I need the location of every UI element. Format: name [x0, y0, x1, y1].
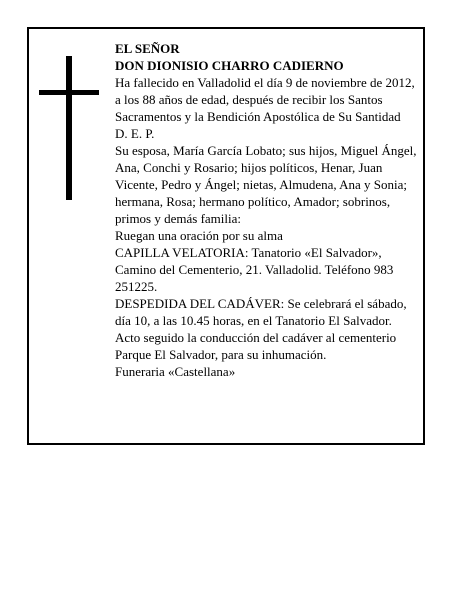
cross-horizontal-bar — [39, 90, 99, 95]
chapel-info: CAPILLA VELATORIA: Tanatorio «El Salvador», Camino del Cementerio, 21. Valladolid. Teléfono 983 251225. — [115, 245, 394, 294]
family-list: Su esposa, María García Lobato; sus hijos, Miguel Ángel, Ana, Conchi y Rosario; hijos políticos, Henar, Juan Vicente, Pedro y Ángel; nietas, Almudena, Ana y Sonia; hermana, Rosa; hermano político, Amador; sobrinos, primos y demás familia: — [115, 143, 417, 226]
farewell-info — [115, 295, 417, 363]
farewell-label: DESPEDIDA DEL CADÁVER: — [115, 296, 285, 311]
notice-body — [115, 40, 417, 380]
cross-vertical-bar — [66, 56, 72, 200]
notice-heading: EL SEÑOR — [115, 41, 180, 56]
death-statement: Ha fallecido en Valladolid el día 9 de noviembre de 2012, a los 88 años de edad, después de recibir los Santos Sacramentos y la Bendición Apostólica de Su Santidad — [115, 75, 415, 124]
deceased-name: DON DIONISIO CHARRO CADIERNO — [115, 58, 344, 73]
funeral-home: Funeraria «Castellana» — [115, 364, 236, 379]
obituary-notice — [27, 27, 425, 445]
rip-text: D. E. P. — [115, 126, 155, 141]
prayer-request: Ruegan una oración por su alma — [115, 228, 283, 243]
farewell-text: Se celebrará el sábado, día 10, a las 10.45 horas, en el Tanatorio El Salvador. Acto seguido la conducción del cadáver al cementerio Parque El Salvador, para su inhumación. — [115, 296, 407, 362]
cross-icon — [39, 56, 99, 200]
